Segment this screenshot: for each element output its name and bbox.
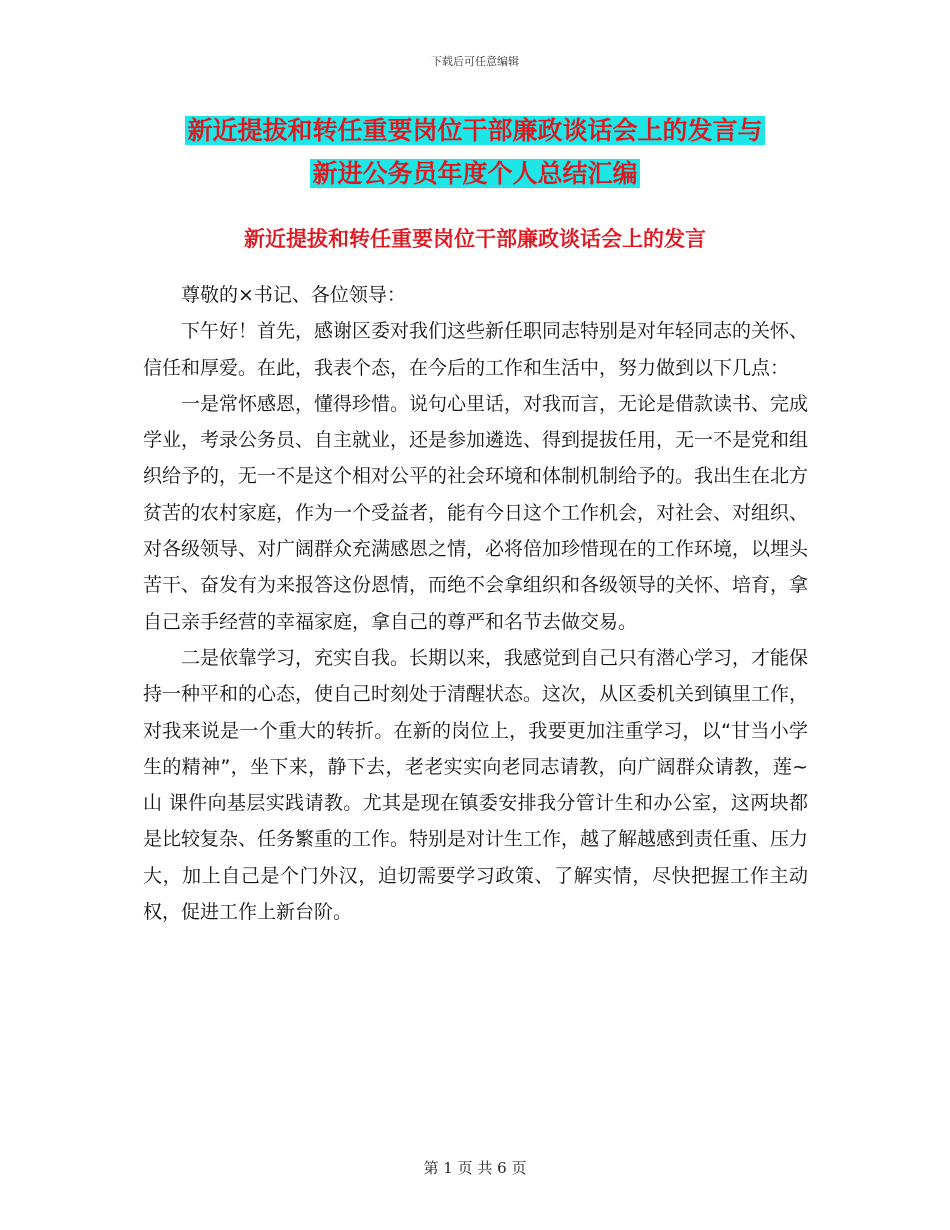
body-paragraph: 一是常怀感恩，懂得珍惜。说句心里话，对我而言，无论是借款读书、完成学业，考录公务员、自主就业，还是参加遴选、得到提拔任用，无一不是党和组织给予的，无一不是这个相对公平的社会环境和体制机制给予的。我出生在北方贫苦的农村家庭，作为一个受益者，能有今日这个工作机会，对社会、对组织、对各级领导、对广阔群众充满感恩之情，必将倍加珍惜现在的工作环境，以埋头苦干、奋发有为来报答这份恩情，而绝不会拿组织和各级领导的关怀、培育，拿自己亲手经营的幸福家庭，拿自己的尊严和名节去做交易。 (143, 392, 809, 633)
section-title: 新近提拔和转任重要岗位干部廉政谈话会上的发言 (244, 227, 706, 251)
document-title-line-1 (0, 111, 950, 151)
salutation-paragraph: 尊敬的×书记、各位领导： (181, 284, 406, 306)
body-paragraph: 下午好！首先，感谢区委对我们这些新任职同志特别是对年轻同志的关怀、信任和厚爱。在此，我表个态，在今后的工作和生活中，努力做到以下几点： (143, 320, 809, 379)
title-line-2-text: 新进公务员年度个人总结汇编 (312, 159, 638, 188)
page-footer: 第 1 页 共 6 页 (423, 1159, 527, 1177)
body-paragraph: 二是依靠学习，充实自我。长期以来，我感觉到自己只有潜心学习，才能保持一种平和的心态，使自己时刻处于清醒状态。这次，从区委机关到镇里工作，对我来说是一个重大的转折。在新的岗位上，我要更加注重学习，以“甘当小学生的精神”，坐下来，静下去，老老实实向老同志请教，向广阔群众请教，莲~山 课件向基层实践请教。尤其是现在镇委安排我分管计生和办公室，这两块都是比较复杂、任务繁重的工作。特别是对计生工作，越了解越感到责任重、压力大，加上自己是个门外汉，迫切需要学习政策、了解实情，尽快把握工作主动权，促进工作上新台阶。 (143, 646, 809, 924)
document-title-line-2 (0, 154, 950, 194)
title-line-1-text: 新近提拔和转任重要岗位干部廉政谈话会上的发言与 (187, 116, 763, 145)
header-note: 下载后可任意编辑 (431, 55, 519, 68)
document-body (143, 277, 808, 930)
